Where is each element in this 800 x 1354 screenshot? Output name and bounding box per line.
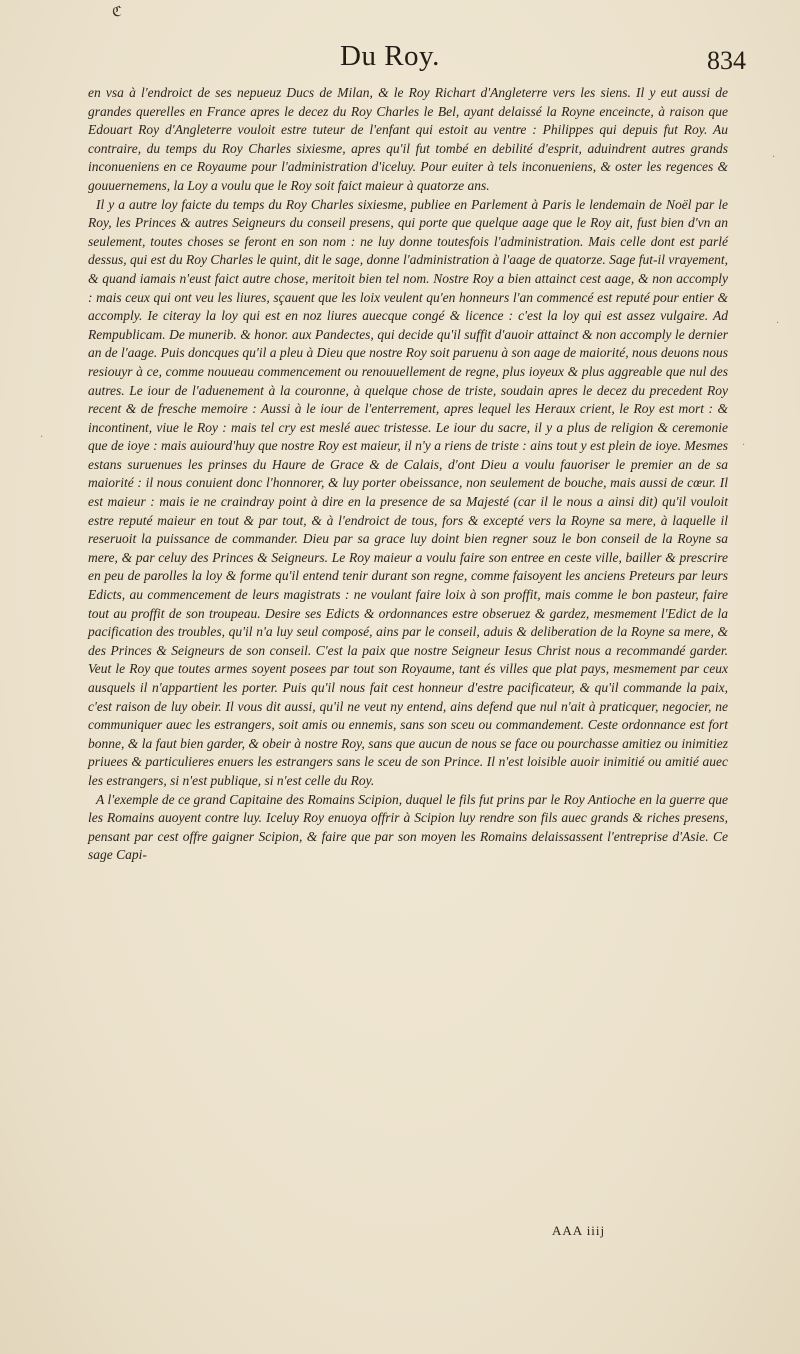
running-title: Du Roy. [340, 40, 440, 72]
paragraph-3: A l'exemple de ce grand Capitaine des Romains Scipion, duquel le fils fut prins par le Roy Antioche en la guerre que les Romains auoyent contre luy. Iceluy Roy enuoya offrir à Scipion luy rendre son fils auec grands & riches presens, pensant par cest offre gaigner Scipion, & faire que par son moyen les Romains delaissassent l'entreprise d'Asie. Ce sage Capi- [88, 791, 728, 863]
paragraph-1: en vsa à l'endroict de ses nepueuz Ducs de Milan, & le Roy Richart d'Angleterre vers les siens. Il y eut aussi de grandes querelles en France apres le decez du Roy Charles le Bel, ayant delaissé la Royne enceincte, à raison que Edouart Roy d'Angleterre vouloit estre tuteur de l'enfant qui estoit au ventre : Philippes qui depuis fut Roy. Au contraire, du temps du Roy Charles sixiesme, apres qu'il fut tombé en debilité d'esprit, aduindrent autres grands inconueniens en ce Royaume pour l'administration d'iceluy. Pour euiter à tels inconueniens, & oster les regences & gouuernemens, la Loy a voulu que le Roy soit faict maieur à quatorze ans. [88, 85, 728, 193]
page-header [0, 40, 800, 80]
signature-mark: AAA iiij [552, 1223, 606, 1238]
margin-tick: · [772, 152, 776, 163]
corner-mark: ℭ [112, 4, 122, 20]
margin-tick: · [40, 432, 44, 443]
paragraph-2: Il y a autre loy faicte du temps du Roy Charles sixiesme, publiee en Parlement à Paris le lendemain de Noël par le Roy, les Princes & autres Seigneurs du conseil presens, qui porte que quelque aage que le Roy ait, fust bien d'vn an seulement, toutes choses se feront en son nom : ne luy donne toutesfois l'administration. Mais celle dont est parlé dessus, qui est du Roy Charles le quint, dit le sage, donne l'administration à l'aage de quatorze. Sage fut-il vrayement, & quand iamais n'eust faict autre chose, meritoit bien tel nom. Nostre Roy a bien attainct cest aage, & non accomply : mais ceux qui ont veu les liures, sçauent que les loix veulent qu'en honneurs l'an commencé est reputé pour entier & accomply. Ie citeray la loy qui est en noz liures auecque congé & licence : c'est la loy qui est assez vulgaire. Ad Rempublicam. De munerib. & honor. aux Pandectes, qui decide qu'il suffit d'auoir attainct & non accomply le dernier an de l'aage. Puis doncques qu'il a pleu à Dieu que nostre Roy soit paruenu à son aage de maiorité, nous deuons nous resiouyr à ce, comme nouueau commencement ou renouuellement de regne, plus ioyeux & plus aggreable que nul des autres. Le iour de l'aduenement à la couronne, à quelque chose de triste, soudain apres le decez du precedent Roy recent & de fresche memoire : Aussi à le iour de l'enterrement, apres lequel les Heraux crient, le Roy est mort : & incontinent, viue le Roy : mais tel cry est meslé auec tristesse. Le iour du sacre, il y a plus de religion & ceremonie que de ioye : mais auiourd'huy que nostre Roy est maieur, il n'y a riens de triste : ains tout y est plein de ioye. Mesmes estans suruenues les prinses du Haure de Grace & de Calais, d'ont Dieu a voulu fauoriser le premier an de sa maiorité : il nous conuient donc l'honnorer, & luy porter obeissance, non seulement de bouche, mais aussi de cœur. Il est maieur : mais ie ne craindray point à dire en la presence de sa Majesté (car il le nous a ainsi dit) qu'il vouloit estre reputé maieur en tout & par tout, & à l'endroict de tous, fors & excepté vers la Royne sa mere, à laquelle il reseruoit la puissance de commander. Dieu par sa grace luy doint bien regner souz le bon conseil de la Royne sa mere, & par celuy des Princes & Seigneurs. Le Roy maieur a voulu faire son entree en ceste ville, bailler & prescrire en peu de parolles la loy & forme qu'il entend tenir durant son regne, comme faisoyent les anciens Preteurs par leurs Edicts, au commencement de leurs magistrats : ne voulant faire loix à son proffit, mais comme le bon pasteur, faire tout au proffit de son troupeau. Desire ses Edicts & ordonnances estre obseruez & gardez, mesmement l'Edict de la pacification des troubles, qu'il n'a luy seul composé, ains par le conseil, aduis & deliberation de la Royne sa mere, & des Princes & Seigneurs de son conseil. C'est la paix que nostre Seigneur Iesus Christ nous a recommandé garder. Veut le Roy que toutes armes soyent posees par tout son Royaume, tant és villes que plat pays, mesmement par ceux ausquels il n'appartient les porter. Puis qu'il nous fait cest honneur d'estre pacificateur, & qu'il commande la paix, c'est raison de luy obeir. Il vous dit aussi, qu'il ne veut ny entend, ains defend que nul n'ait à praticquer, negocier, ne communiquer auec les estrangers, soit amis ou ennemis, sans son sceu ou commandement. Ceste ordonnance est fort bonne, & la faut bien garder, & obeir à nostre Roy, sans que aucun de nous se face ou pourchasse amitiez ou inimitiez priuees & particulieres enuers les estrangers sans le sceu de son Prince. Il n'est loisible auoir inimitié ou amitié auec les estrangers, si n'est publique, si n'est celle du Roy. [88, 196, 728, 788]
margin-tick: · [776, 318, 780, 329]
margin-tick: · [742, 440, 746, 451]
page-number: 834 [707, 46, 746, 75]
body-text [88, 84, 728, 865]
